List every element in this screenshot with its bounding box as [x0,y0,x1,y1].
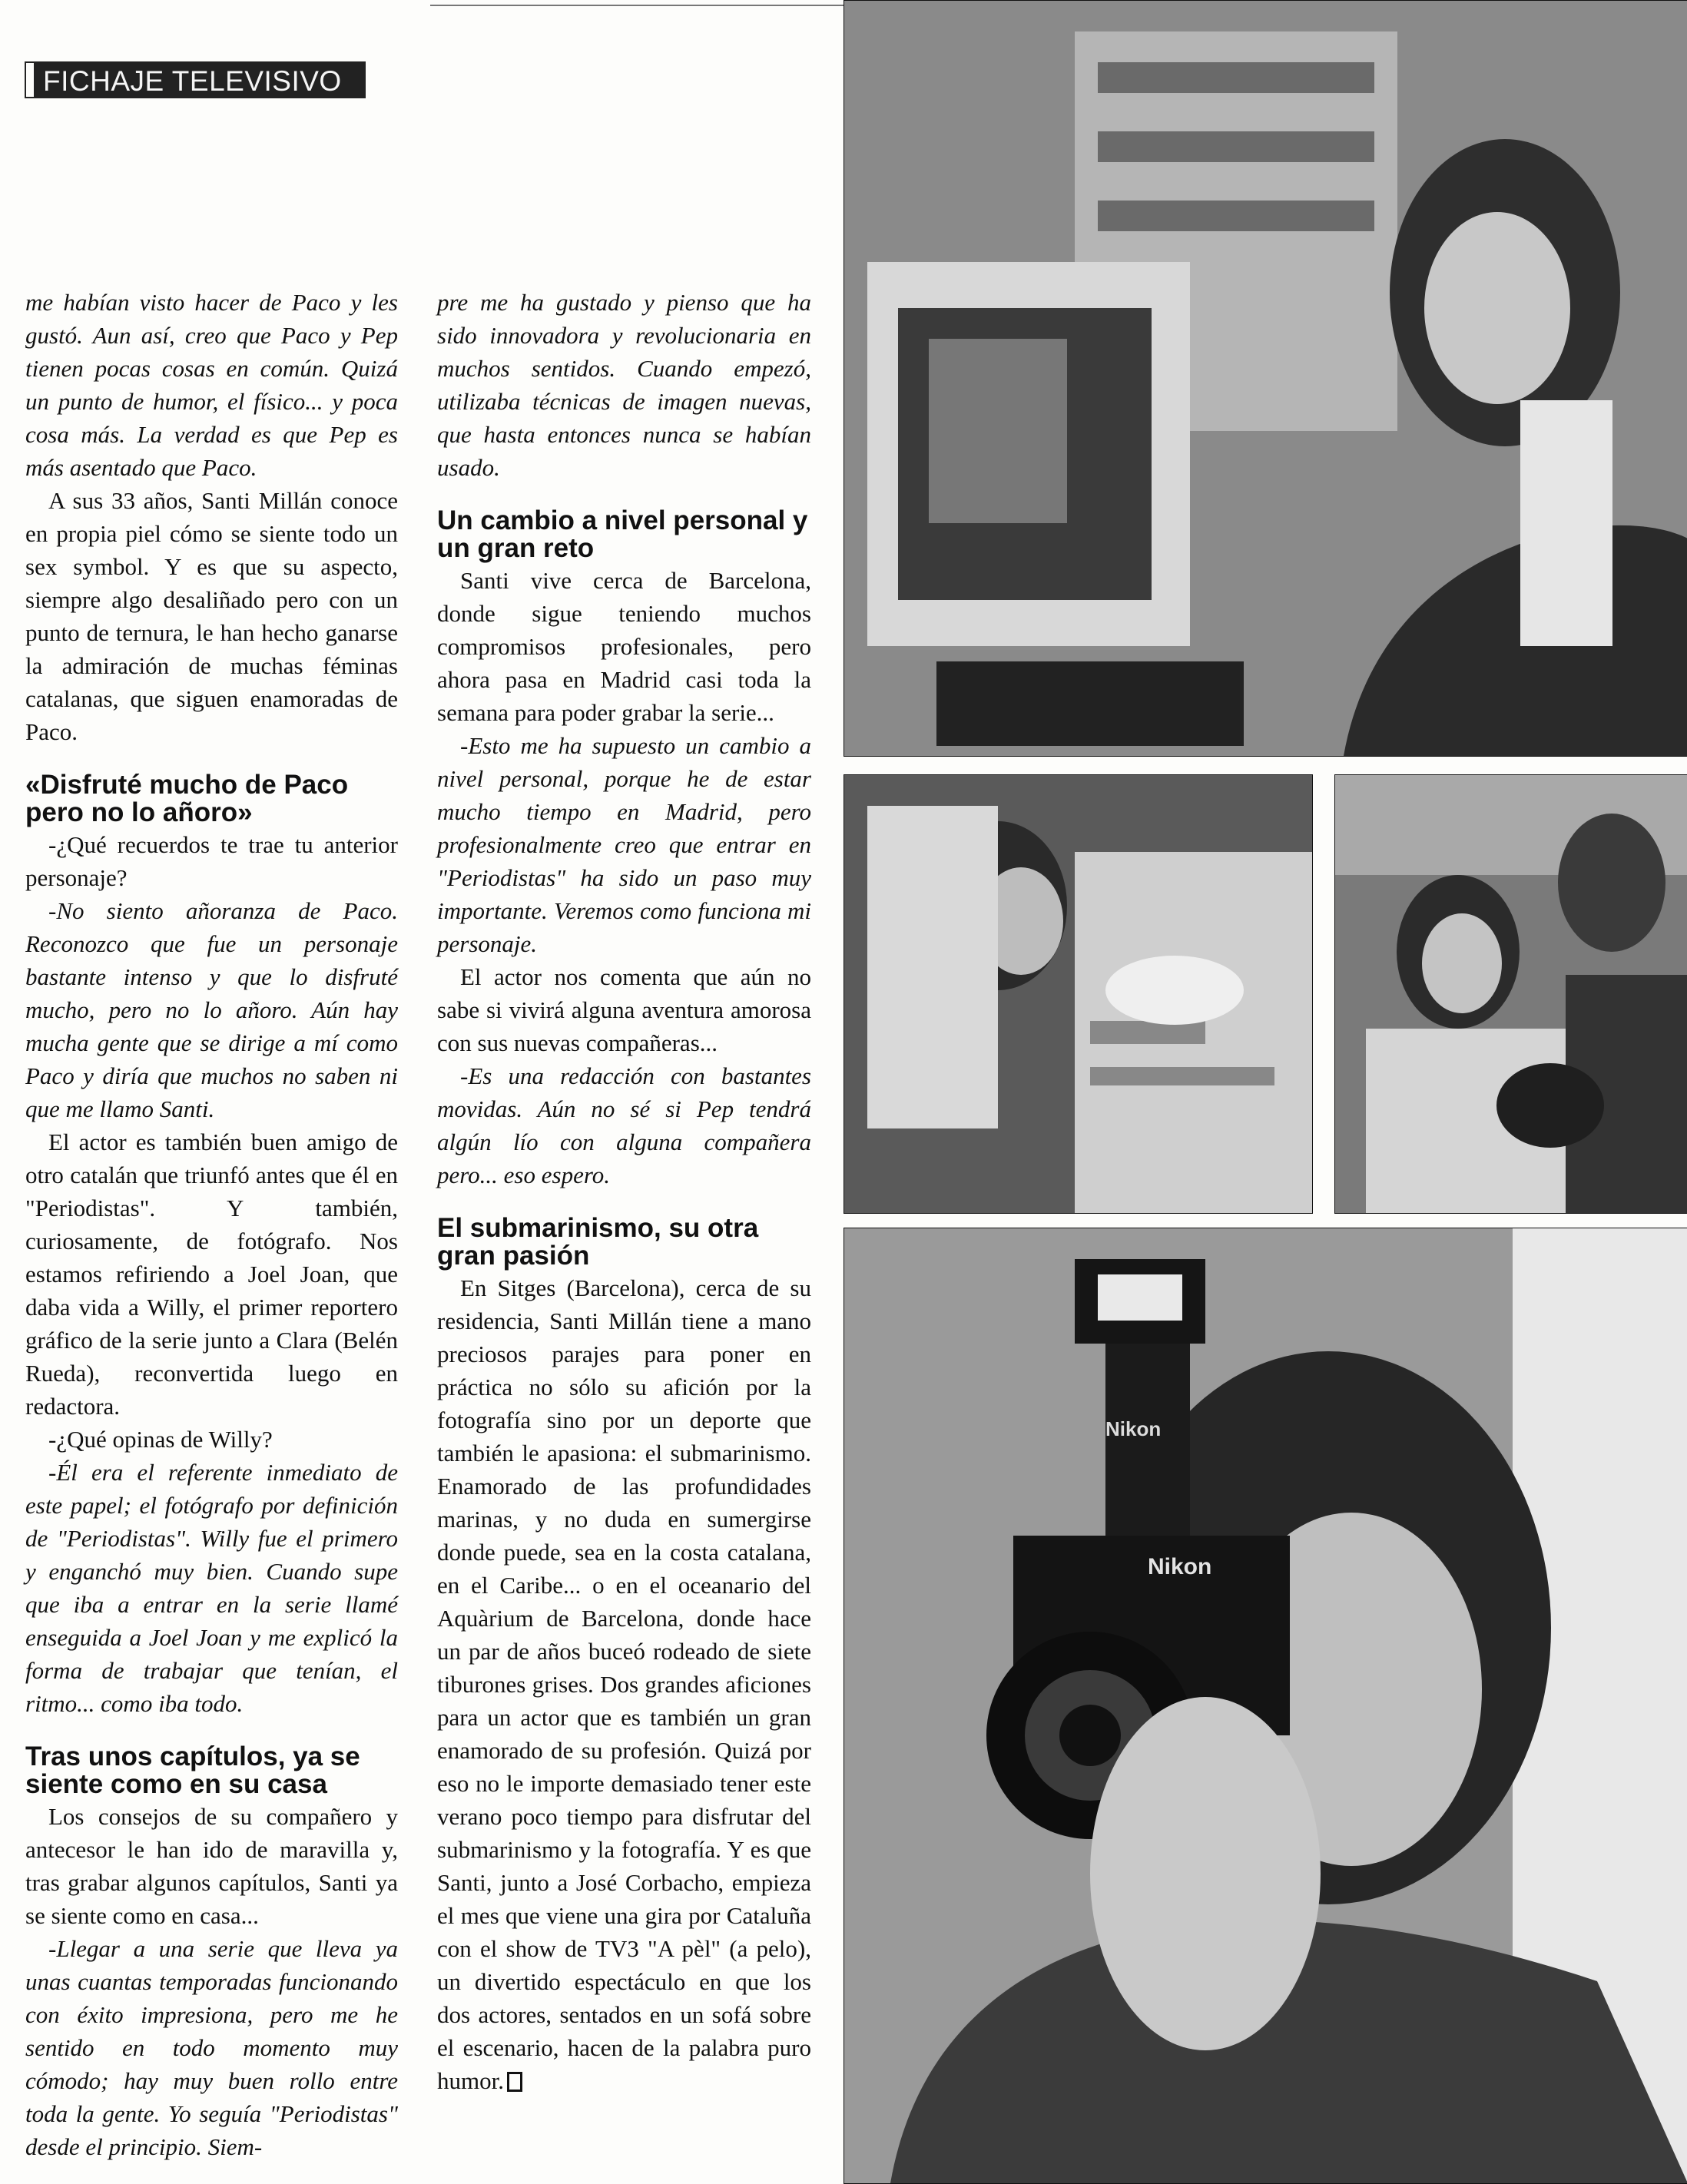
photo-actor-with-camera-graphic [844,1228,1687,2183]
paragraph [437,1271,811,2097]
article-column-2 [437,286,811,2097]
photo-actor-at-computer-graphic [844,1,1687,756]
paragraph: El actor nos comenta que aún no sabe si vivirá alguna aventura amorosa con sus nuevas compañeras... [437,963,811,1056]
section-tag [25,61,366,98]
subheading: Un cambio a nivel personal y un gran reto [437,505,808,563]
interview-question: -¿Qué opinas de Willy? [48,1426,273,1453]
paragraph: Los consejos de su compañero y antecesor le han ido de maravilla y, tras grabar algunos capítulos, Santi ya se siente como en casa... [25,1803,398,1929]
photo-actor-examining-slides-graphic [844,775,1312,1213]
photo-actor-examining-slides [843,774,1313,1214]
photo-actor-at-computer [843,0,1687,757]
camera-body-brand-text: Nikon [1148,1554,1212,1579]
end-of-article-mark [507,2072,522,2092]
interview-question: -¿Qué recuerdos te trae tu anterior personaje? [25,831,398,891]
paragraph: A sus 33 años, Santi Millán conoce en propia piel cómo se siente todo un sex symbol. Y es que su aspecto, siempre algo desaliñado pero con un punto de ternura, le han hecho ganarse la admiración de muchas féminas catalanas, que siguen enamoradas de Paco. [25,487,398,745]
article-column-1 [25,286,398,2163]
interview-answer: -Esto me ha supuesto un cambio a nivel personal, porque he de estar mucho tiempo en Madrid, pero profesionalmente creo que entrar en "Periodistas" ha sido un paso muy importante. Veremos como funciona mi personaje. [437,732,811,957]
interview-answer: pre me ha gustado y pienso que ha sido innovadora y revolucionaria en muchos sentidos. Cuando empezó, utilizaba técnicas de imagen nuevas, que hasta entonces nunca se habían usado. [437,289,811,481]
interview-answer: -Llegar a una serie que lleva ya unas cuantas temporadas funcionando con éxito impresiona, pero me he sentido en todo momento muy cómodo; hay muy buen rollo entre toda la gente. Yo seguía "Periodistas" desde el principio. Siem- [25,1935,398,2160]
paragraph: me habían visto hacer de Paco y les gustó. Aun así, creo que Paco y Pep tienen pocas cosas en común. Quizá un punto de humor, el físico... y poca cosa más. La verdad es que Pep es más asentado que Paco. [25,289,398,481]
top-rule [430,5,845,6]
subheading: El submarinismo, su otra gran pasión [437,1213,759,1271]
closing-paragraph-text: En Sitges (Barcelona), cerca de su residencia, Santi Millán tiene a mano preciosos parajes para poner en práctica no sólo su afición por la fotografía sino por un deporte que también le apasiona: el submarinismo. Enamorado de las profundidades marinas, y no duda en sumergirse donde puede, sea en la costa catalana, en el Caribe... o en el oceanario del Aquàrium de Barcelona, donde hace un par de años buceó rodeado de siete tiburones grises. Dos grandes aficiones para un actor que es también un gran enamorado de su profesión. Quizá por eso no le importe demasiado tener este verano poco tiempo para disfrutar del submarinismo y la fotografía. Y es que Santi, junto a José Corbacho, empieza el mes que viene una gira por Cataluña con el show de TV3 "A pèl" (a pelo), un divertido espectáculo en que los dos actores, sentados en un sofá sobre el escenario, hacen de la palabra puro humor. [437,1274,811,2094]
camera-flash-brand-text: Nikon [1105,1417,1162,1440]
section-tag-label: FICHAJE TELEVISIVO [43,65,342,97]
interview-answer: -Es una redacción con bastantes movidas. Aún no sé si Pep tendrá algún lío con alguna compañera pero... eso espero. [437,1062,811,1188]
interview-answer: -No siento añoranza de Paco. Reconozco que fue un personaje bastante intenso y que lo disfruté mucho, pero no lo añoro. Aún hay mucha gente que se dirige a mí como Paco y diría que muchos no saben ni que me llamo Santi. [25,897,398,1122]
subheading: «Disfruté mucho de Paco pero no lo añoro» [25,770,349,827]
paragraph: Santi vive cerca de Barcelona, donde sigue teniendo muchos compromisos profesionales, pero ahora pasa en Madrid casi toda la semana para poder grabar la serie... [437,567,811,726]
photo-actor-with-camera [843,1228,1687,2184]
photo-actor-with-colleague [1334,774,1687,1214]
photo-actor-with-colleague-graphic [1335,775,1687,1213]
interview-answer: -Él era el referente inmediato de este papel; el fotógrafo por definición de "Periodistas". Willy fue el primero y enganchó muy bien. Cuando supe que iba a entrar en la serie llamé enseguida a Joel Joan y me explicó la forma de trabajar que tenían, el ritmo... como iba todo. [25,1459,398,1717]
paragraph: El actor es también buen amigo de otro catalán que triunfó antes que él en "Periodistas". Y también, curiosamente, de fotógrafo. Nos estamos refiriendo a Joel Joan, que daba vida a Willy, el primer reportero gráfico de la serie junto a Clara (Belén Rueda), reconvertida luego en redactora. [25,1128,398,1420]
subheading: Tras unos capítulos, ya se siente como en su casa [25,1742,360,1799]
